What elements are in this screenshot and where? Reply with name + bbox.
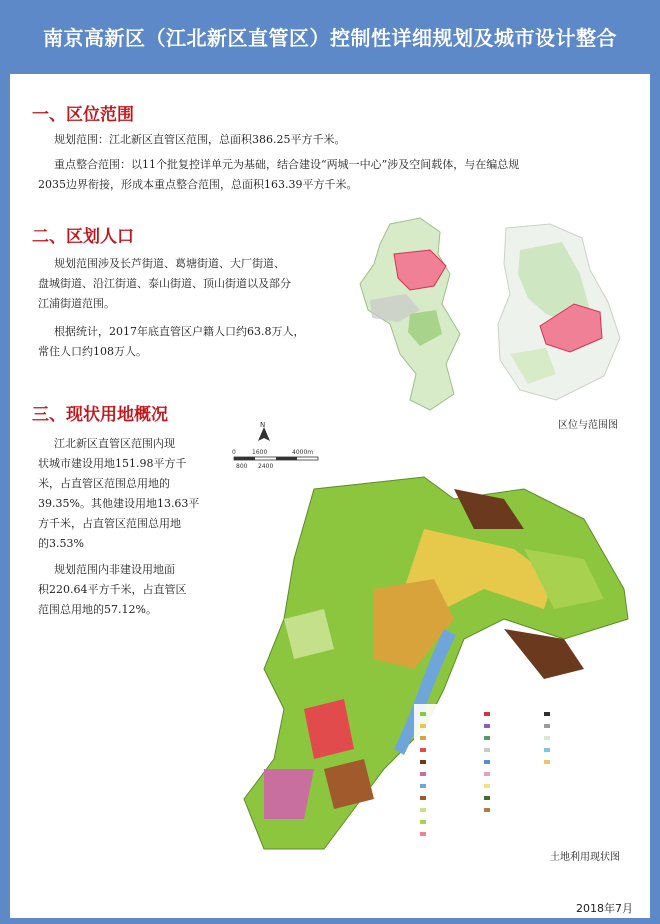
paragraph-line: 规划范围内非建设用地面 bbox=[54, 563, 175, 576]
section-title-landuse: 三、现状用地概况 bbox=[32, 405, 168, 425]
section-population-text bbox=[38, 254, 305, 362]
scale-tick: 0 bbox=[232, 449, 236, 456]
scale-tick: 2400 bbox=[258, 463, 274, 470]
scale-tick: 1600 bbox=[252, 449, 268, 456]
page-header bbox=[0, 0, 660, 72]
scale-tick: 800 bbox=[236, 463, 248, 470]
paragraph-line: 重点整合范围：以11个批复控详单元为基础，结合建设“两城一中心”涉及空间载体，与在编总规 bbox=[54, 158, 520, 171]
paragraph-line: 米，占直管区范围总用地的 bbox=[38, 477, 170, 490]
paragraph-line: 根据统计，2017年底直管区户籍人口约63.8万人， bbox=[54, 325, 305, 338]
paragraph-line: 盘城街道、沿江街道、泰山街道、顶山街道以及部分 bbox=[38, 277, 291, 290]
paragraph-line: 状城市建设用地151.98平方千 bbox=[38, 457, 187, 470]
north-arrow-icon bbox=[258, 421, 270, 441]
section-title-location: 一、区位范围 bbox=[32, 105, 134, 125]
paragraph-line: 规划范围涉及长芦街道、葛塘街道、大厂街道、 bbox=[54, 257, 285, 270]
paragraph-line: 常住人口约108万人。 bbox=[38, 345, 147, 358]
paragraph-line: 39.35%。其他建设用地13.63平 bbox=[38, 497, 200, 510]
landuse-map-caption: 土地利用现状图 bbox=[550, 852, 620, 863]
document-page bbox=[10, 74, 650, 918]
paragraph-line: 江北新区直管区范围内现 bbox=[54, 437, 175, 450]
paragraph-line: 规划范围：江北新区直管区范围，总面积386.25平方千米。 bbox=[54, 133, 346, 146]
section-location-text bbox=[38, 130, 520, 195]
location-map-caption: 区位与范围图 bbox=[558, 420, 618, 431]
section-landuse-text bbox=[38, 434, 200, 620]
paragraph-line: 积220.64平方千米，占直管区 bbox=[38, 583, 187, 596]
paragraph-line: 范围总用地的57.12%。 bbox=[38, 603, 157, 616]
paragraph-line: 江浦街道范围。 bbox=[38, 297, 115, 310]
scale-tick: 4000m bbox=[292, 449, 314, 456]
paragraph-line: 2035边界衔接，形成本重点整合范围，总面积163.39平方千米。 bbox=[38, 178, 358, 191]
paragraph-line: 方千米，占直管区范围总用地 bbox=[38, 517, 181, 530]
landuse-legend bbox=[414, 704, 614, 854]
page-title: 南京高新区（江北新区直管区）控制性详细规划及城市设计整合 bbox=[43, 26, 617, 50]
paragraph-line: 的3.53% bbox=[38, 537, 84, 550]
scale-bar bbox=[232, 449, 318, 470]
section-title-population: 二、区划人口 bbox=[32, 227, 134, 247]
location-map bbox=[350, 214, 640, 414]
document-date: 2018年7月 bbox=[576, 902, 633, 915]
north-label: N bbox=[260, 421, 266, 429]
